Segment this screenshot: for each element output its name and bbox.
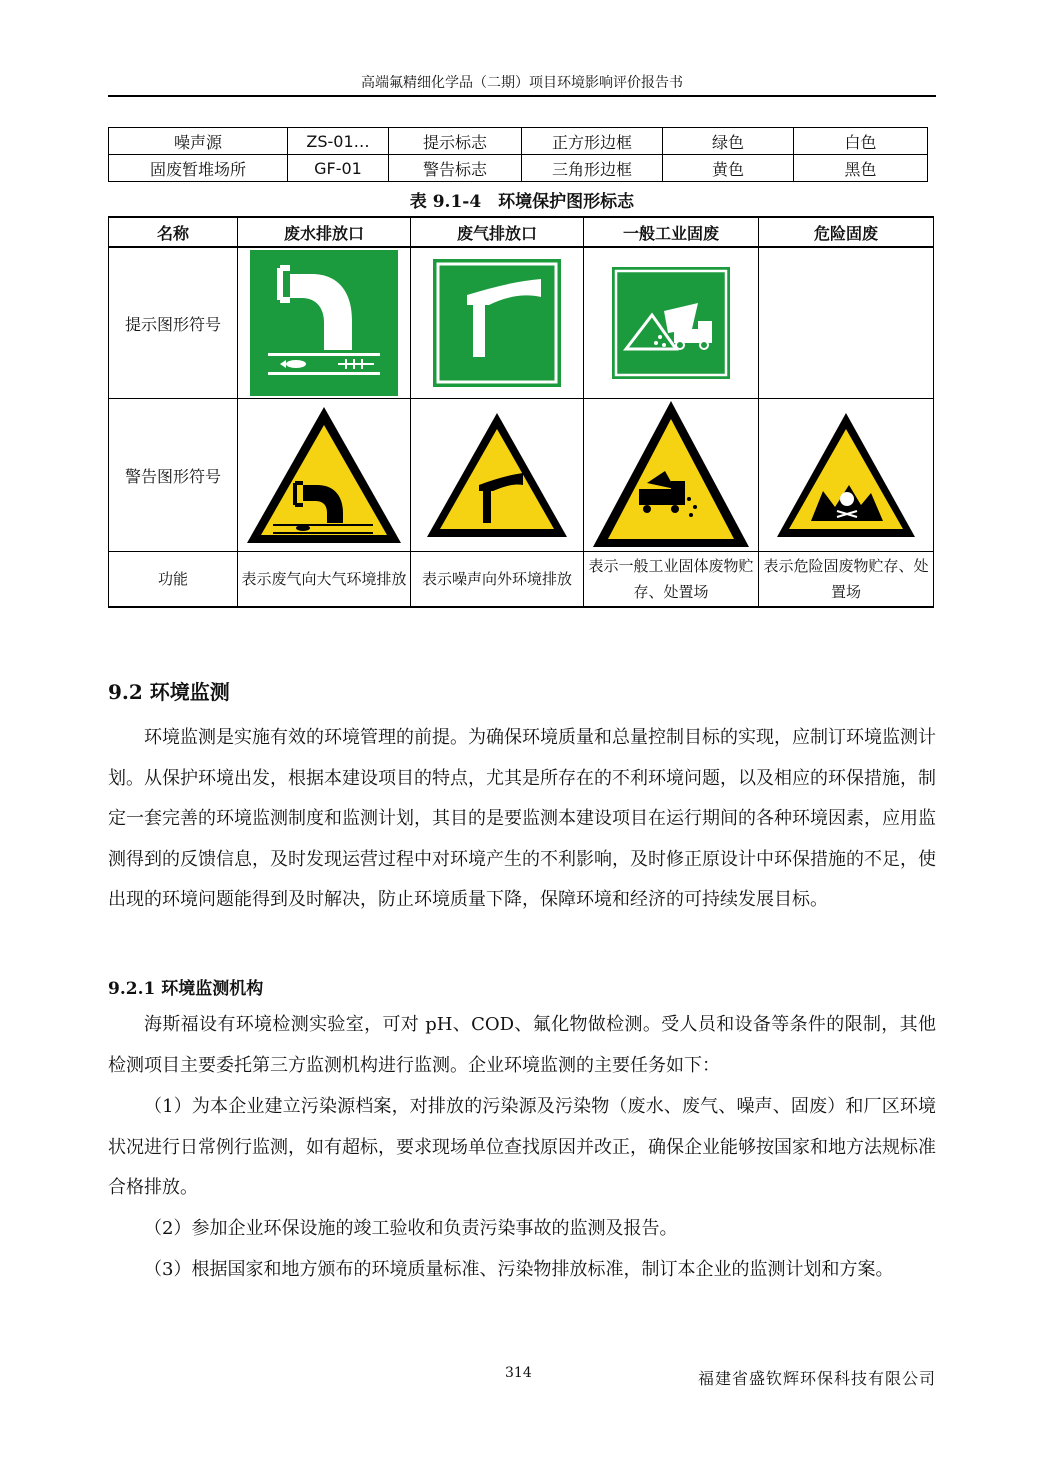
table-cell: 噪声源 [109,128,288,155]
function-cell: 表示危险固废物贮存、处置场 [759,552,934,608]
function-cell: 表示废气向大气环境排放 [238,552,411,608]
function-row [109,552,934,608]
list-item: （3）根据国家和地方颁布的环境质量标准、污染物排放标准，制订本企业的监测计划和方案。 [144,1259,894,1280]
sign-cell [411,399,584,552]
table-cell: 提示标志 [389,128,522,155]
table-cell: 白色 [794,128,928,155]
sign-cell [411,247,584,399]
row-label: 功能 [109,552,238,608]
section-heading: 9.2 环境监测 [108,680,230,704]
wastewater-outlet-green-sign-icon [250,250,398,396]
table-header-row [109,217,934,247]
column-header: 危险固废 [759,217,934,247]
column-header: 一般工业固废 [584,217,759,247]
sign-cell [238,247,411,399]
table-cell: 三角形边框 [522,155,663,182]
table-row [109,128,928,155]
list-item: （2）参加企业环保设施的竣工验收和负责污染事故的监测及报告。 [144,1218,678,1239]
sign-cell [759,399,934,552]
general-solid-waste-green-sign-icon [612,267,730,379]
function-cell: 表示噪声向外环境排放 [411,552,584,608]
row-label: 提示图形符号 [109,247,238,399]
prompt-sign-row [109,247,934,399]
general-solid-waste-warning-triangle-icon [591,399,751,551]
column-header: 废气排放口 [411,217,584,247]
wastewater-outlet-warning-triangle-icon [243,403,405,547]
warning-sign-row [109,399,934,552]
list-item: （1）为本企业建立污染源档案，对排放的污染源及污染物（废水、废气、噪声、固废）和厂区环境状况进行日常例行监测，如有超标，要求现场单位查找原因并改正，确保企业能够按国家和地方法规标准合格排放。 [108,1096,936,1198]
table-cell: 黑色 [794,155,928,182]
column-header: 名称 [109,217,238,247]
sign-cell-empty [759,247,934,399]
table-row [109,155,928,182]
table-cell: 警告标志 [389,155,522,182]
table-cell: 绿色 [663,128,794,155]
header-rule [108,95,936,97]
sign-cell [584,247,759,399]
function-cell: 表示一般工业固体废物贮存、处置场 [584,552,759,608]
table-cell: 黄色 [663,155,794,182]
paragraph: 环境监测是实施有效的环境管理的前提。为确保环境质量和总量控制目标的实现，应制订环境监测计划。从保护环境出发，根据本建设项目的特点，尤其是所存在的不利环境问题，以及相应的环保措施，制定一套完善的环境监测制度和监测计划，其目的是要监测本建设项目在运行期间的各种环境因素，应用监测得到的反馈信息，及时发现运营过程中对环境产生的不利影响，及时修正原设计中环保措施的不足，使出现的环境问题能得到及时解决，防止环境质量下降，保障环境和经济的可持续发展目标。 [108,727,936,910]
marker-spec-table [108,127,928,182]
environmental-sign-table [108,216,934,608]
table-cell: 固废暂堆场所 [109,155,288,182]
sign-cell [238,399,411,552]
table-caption: 表 9.1-4 环境保护图形标志 [409,192,635,212]
column-header: 废水排放口 [238,217,411,247]
exhaust-outlet-green-sign-icon [433,259,561,387]
subsection-heading: 9.2.1 环境监测机构 [108,979,264,999]
page-number: 314 [505,1365,532,1381]
exhaust-outlet-warning-triangle-icon [423,409,571,541]
sign-cell [584,399,759,552]
table-cell: ZS-01… [288,128,389,155]
table-cell: 正方形边框 [522,128,663,155]
hazardous-waste-warning-triangle-icon [773,409,919,541]
paragraph: 海斯福设有环境检测实验室，可对 pH、COD、氟化物做检测。受人员和设备等条件的限制，其他检测项目主要委托第三方监测机构进行监测。企业环境监测的主要任务如下： [108,1014,936,1076]
row-label: 警告图形符号 [109,399,238,552]
page-header: 高端氟精细化学品（二期）项目环境影响评价报告书 [361,75,683,91]
table-cell: GF-01 [288,155,389,182]
footer-company: 福建省盛钦辉环保科技有限公司 [697,1369,936,1388]
